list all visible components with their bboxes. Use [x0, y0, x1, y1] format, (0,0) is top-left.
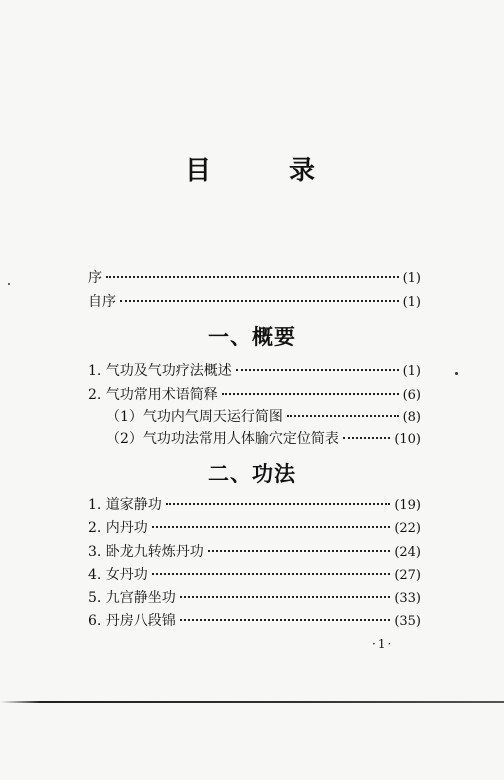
title-char-1: 目 — [185, 156, 212, 186]
leader-dots — [222, 393, 399, 395]
toc-entry — [88, 541, 421, 563]
toc-entry — [88, 384, 421, 406]
leader-dots — [166, 503, 391, 505]
leader-dots — [287, 415, 399, 417]
toc-label: 2. 内丹功 — [88, 520, 148, 536]
toc-page-number: (22) — [394, 521, 421, 536]
toc-label: 6. 丹房八段锦 — [88, 613, 176, 629]
toc-page-number: (1) — [402, 271, 421, 286]
toc-page-number: (33) — [394, 591, 421, 606]
toc-label: 自序 — [88, 294, 116, 310]
section-heading-methods: 二、功法 — [208, 461, 296, 486]
leader-dots — [180, 596, 391, 598]
toc-subentry — [106, 428, 421, 450]
toc-entry — [88, 517, 421, 539]
leader-dots — [120, 300, 399, 302]
leader-dots — [343, 437, 390, 439]
toc-label: 5. 九宫静坐功 — [88, 590, 176, 606]
scan-speck — [455, 372, 458, 375]
toc-label: 序 — [88, 270, 102, 286]
toc-page-number: (8) — [402, 410, 421, 425]
toc-page-number: (19) — [394, 498, 421, 513]
toc-page-number: (1) — [402, 364, 421, 379]
toc-page-number: (10) — [394, 432, 421, 447]
toc-page-number: (1) — [402, 295, 421, 310]
page-folio: ·1· — [372, 637, 394, 651]
toc-entry — [88, 587, 421, 609]
toc-subentry — [106, 406, 421, 428]
leader-dots — [236, 369, 399, 371]
leader-dots — [152, 526, 391, 528]
toc-label: （2）气功功法常用人体腧穴定位简表 — [106, 431, 339, 447]
leader-dots — [180, 619, 391, 621]
page-edge-rule — [0, 701, 504, 703]
toc-page-number: (24) — [394, 545, 421, 560]
toc-label: 4. 女丹功 — [88, 567, 148, 583]
leader-dots — [208, 550, 391, 552]
page-title — [185, 150, 315, 187]
scan-speck — [8, 283, 10, 285]
leader-dots — [106, 276, 399, 278]
leader-dots — [152, 573, 391, 575]
toc-page-number: (35) — [394, 614, 421, 629]
toc-page-number: (27) — [394, 568, 421, 583]
toc-page-number: (6) — [402, 388, 421, 403]
title-char-2: 录 — [288, 156, 315, 186]
toc-entry-author-preface — [88, 291, 421, 313]
section-heading-overview: 一、概要 — [208, 324, 296, 349]
toc-entry — [88, 494, 421, 516]
toc-entry — [88, 360, 421, 382]
toc-label: 1. 气功及气功疗法概述 — [88, 363, 232, 379]
toc-entry-preface — [88, 267, 421, 289]
toc-label: 1. 道家静功 — [88, 497, 162, 513]
toc-entry — [88, 564, 421, 586]
toc-entry — [88, 610, 421, 632]
toc-label: 3. 卧龙九转炼丹功 — [88, 544, 204, 560]
toc-label: 2. 气功常用术语简释 — [88, 387, 218, 403]
toc-label: （1）气功内气周天运行简图 — [106, 409, 283, 425]
